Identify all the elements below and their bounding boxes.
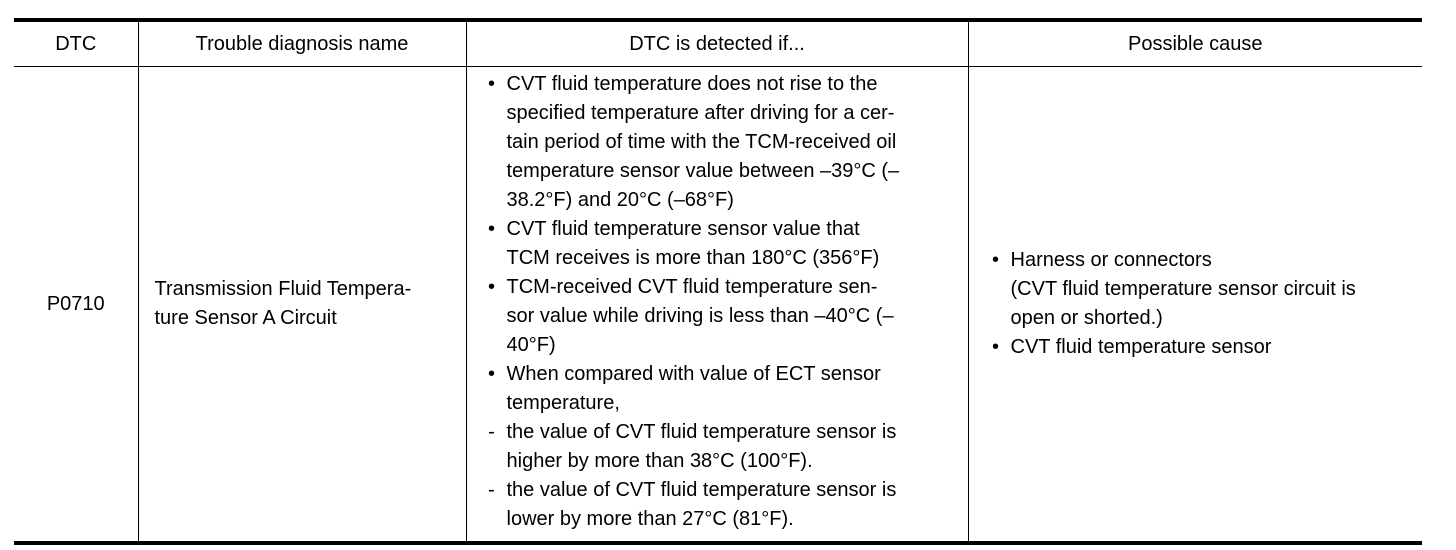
bullet-icon: • [991, 249, 999, 271]
list-item-line: (CVT fluid temperature sensor circuit is [1010, 278, 1356, 300]
possible-causes-list [985, 246, 1415, 362]
list-item-line: TCM receives is more than 180°C (356°F) [506, 247, 880, 269]
list-item-line: sor value while driving is less than –40°C (– [506, 305, 894, 327]
bullet-icon: • [487, 276, 495, 298]
detection-conditions-list [481, 70, 960, 534]
list-item-line: lower by more than 27°C (81°F). [506, 508, 794, 530]
possible-causes-cell [968, 67, 1422, 544]
header-row [14, 20, 1422, 67]
bullet-icon: • [991, 336, 999, 358]
dtc-table [14, 18, 1422, 545]
list-item-line: open or shorted.) [1010, 307, 1163, 329]
list-item-line: the value of CVT fluid temperature sensor is [506, 421, 897, 443]
list-item-line: 38.2°F) and 20°C (–68°F) [506, 189, 734, 211]
list-item-line: CVT fluid temperature sensor value that [506, 218, 860, 240]
list-item-line: the value of CVT fluid temperature sensor is [506, 479, 897, 501]
list-item-line: tain period of time with the TCM-received oil [506, 131, 897, 153]
detection-conditions-cell [466, 67, 968, 544]
possible-cause-item [985, 333, 1415, 362]
list-item-line: higher by more than 38°C (100°F). [506, 450, 813, 472]
list-item-line: When compared with value of ECT sensor [506, 363, 881, 385]
list-item-line: Harness or connectors [1010, 249, 1212, 271]
header-dtc-detected-if: DTC is detected if... [466, 20, 968, 67]
list-item-line: CVT fluid temperature does not rise to the [506, 73, 878, 95]
header-possible-cause: Possible cause [968, 20, 1422, 67]
bullet-icon: • [487, 218, 495, 240]
detection-condition-item [481, 476, 960, 534]
detection-condition-item [481, 418, 960, 476]
detection-condition-item [481, 70, 960, 215]
dash-icon: - [488, 421, 495, 443]
possible-cause-item [985, 246, 1415, 333]
detection-condition-item [481, 215, 960, 273]
detection-condition-item [481, 273, 960, 360]
list-item-line: 40°F) [506, 334, 556, 356]
header-dtc: DTC [14, 20, 138, 67]
header-trouble-diagnosis-name: Trouble diagnosis name [138, 20, 466, 67]
list-item-line: TCM-received CVT fluid temperature sen- [506, 276, 878, 298]
dtc-code: P0710 [46, 292, 105, 315]
dash-icon: - [488, 479, 495, 501]
list-item-line: temperature sensor value between –39°C (– [506, 160, 900, 182]
detection-condition-item [481, 360, 960, 418]
table-row [14, 67, 1422, 544]
dtc-code-cell [14, 67, 138, 544]
trouble-name-cell [138, 67, 466, 544]
bullet-icon: • [487, 73, 495, 95]
list-item-line: specified temperature after driving for a cer- [506, 102, 895, 124]
bullet-icon: • [487, 363, 495, 385]
list-item-line: CVT fluid temperature sensor [1010, 336, 1272, 358]
trouble-name-line: Transmission Fluid Tempera- [154, 278, 412, 300]
trouble-name-line: ture Sensor A Circuit [154, 307, 337, 329]
list-item-line: temperature, [506, 392, 620, 414]
